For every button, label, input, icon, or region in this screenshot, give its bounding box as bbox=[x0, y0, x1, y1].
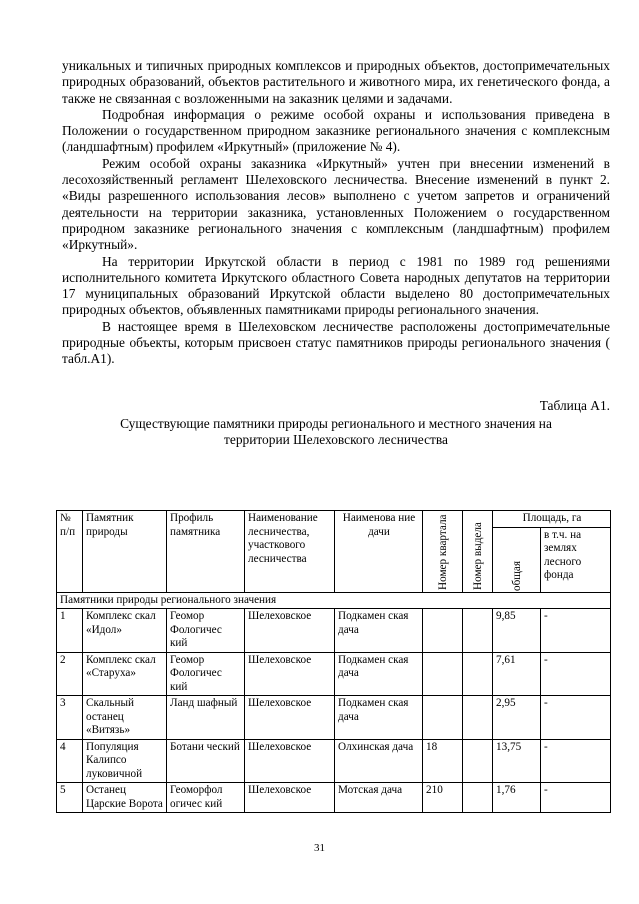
cell-forestry: Шелеховское bbox=[245, 783, 335, 813]
cell-allotment bbox=[463, 739, 493, 783]
cell-num: 3 bbox=[57, 696, 83, 740]
cell-quarter bbox=[423, 609, 463, 653]
cell-num: 1 bbox=[57, 609, 83, 653]
cell-quarter: 210 bbox=[423, 783, 463, 813]
paragraph-1: уникальных и типичных природных комплексов и природных объектов, достопримечательных природных образований, объектов растительного и животного мира, их генетического фонда, а также не связанная с возложенными на заказник целями и задачами. bbox=[62, 58, 610, 106]
cell-profile: Геомор Фологичес кий bbox=[167, 609, 245, 653]
cell-profile: Геоморфол огичес кий bbox=[167, 783, 245, 813]
cell-monument: Популяция Калипсо луковичной bbox=[83, 739, 167, 783]
paragraph-5: В настоящее время в Шелеховском лесничестве расположены достопримечательные природные объекты, которым присвоен статус памятников природы регионального значения ( табл.А1). bbox=[62, 318, 610, 367]
cell-area-total: 7,61 bbox=[493, 652, 541, 696]
table-row bbox=[57, 739, 611, 783]
cell-forestry: Шелеховское bbox=[245, 696, 335, 740]
cell-num: 4 bbox=[57, 739, 83, 783]
table-row bbox=[57, 783, 611, 813]
cell-profile: Ботани ческий bbox=[167, 739, 245, 783]
cell-monument: Останец Царские Ворота bbox=[83, 783, 167, 813]
cell-dacha: Подкамен ская дача bbox=[335, 652, 423, 696]
header-num: № п/п bbox=[57, 511, 83, 593]
cell-forestry: Шелеховское bbox=[245, 609, 335, 653]
cell-profile: Ланд шафный bbox=[167, 696, 245, 740]
cell-area-forest: - bbox=[541, 696, 611, 740]
cell-quarter: 18 bbox=[423, 739, 463, 783]
monuments-table bbox=[56, 510, 611, 813]
cell-area-forest: - bbox=[541, 783, 611, 813]
table-caption: Существующие памятники природы регионального и местного значения на территории Шелеховского лесничества bbox=[120, 415, 552, 447]
cell-profile: Геомор Фологичес кий bbox=[167, 652, 245, 696]
cell-allotment bbox=[463, 783, 493, 813]
cell-area-total: 13,75 bbox=[493, 739, 541, 783]
header-quarter bbox=[423, 511, 463, 593]
header-allotment-text: Номер выдела bbox=[472, 522, 484, 590]
cell-quarter bbox=[423, 696, 463, 740]
header-area: Площадь, га bbox=[493, 511, 611, 528]
table-label: Таблица А1. bbox=[539, 397, 610, 413]
header-area-total bbox=[493, 527, 541, 592]
table-row bbox=[57, 609, 611, 653]
paragraph-3: Режим особой охраны заказника «Иркутный» учтен при внесении изменений в лесохозяйственный регламент Шелеховского лесничества. Внесение изменений в пункт 2. «Виды разрешенного использования лесов» выполнено с учетом запретов и ограничений деятельности на территории заказника, установленных Положением о государственном природном заказнике регионального значения с комплексным (ландшафтным) профилем «Иркутный». bbox=[62, 155, 610, 253]
header-area-total-text: общая bbox=[511, 560, 523, 591]
cell-area-forest: - bbox=[541, 739, 611, 783]
cell-dacha: Мотская дача bbox=[335, 783, 423, 813]
cell-forestry: Шелеховское bbox=[245, 652, 335, 696]
header-monument: Памятник природы bbox=[83, 511, 167, 593]
cell-allotment bbox=[463, 609, 493, 653]
table-row bbox=[57, 652, 611, 696]
cell-monument: Комплекс скал «Старуха» bbox=[83, 652, 167, 696]
cell-area-total: 1,76 bbox=[493, 783, 541, 813]
cell-quarter bbox=[423, 652, 463, 696]
page-number: 31 bbox=[314, 842, 325, 854]
cell-area-total: 9,85 bbox=[493, 609, 541, 653]
header-dacha: Наименова ние дачи bbox=[335, 511, 423, 593]
section-header: Памятники природы регионального значения bbox=[57, 592, 611, 609]
cell-monument: Комплекс скал «Идол» bbox=[83, 609, 167, 653]
cell-monument: Скальный останец «Витязь» bbox=[83, 696, 167, 740]
cell-dacha: Подкамен ская дача bbox=[335, 696, 423, 740]
header-area-forest: в т.ч. на землях лесного фонда bbox=[541, 527, 611, 592]
paragraph-2: Подробная информация о режиме особой охраны и использования приведена в Положении о государственном природном заказнике регионального значения с комплексным (ландшафтным) профилем «Иркутный» (приложение № 4). bbox=[62, 106, 610, 155]
cell-area-forest: - bbox=[541, 609, 611, 653]
header-forestry: Наименование лесничества, участкового лесничества bbox=[245, 511, 335, 593]
cell-num: 2 bbox=[57, 652, 83, 696]
header-profile: Профиль памятника bbox=[167, 511, 245, 593]
table-row bbox=[57, 696, 611, 740]
cell-area-total: 2,95 bbox=[493, 696, 541, 740]
cell-dacha: Олхинская дача bbox=[335, 739, 423, 783]
header-quarter-text: Номер квартала bbox=[437, 514, 449, 590]
cell-allotment bbox=[463, 652, 493, 696]
document-body bbox=[62, 58, 610, 448]
paragraph-4: На территории Иркутской области в период с 1981 по 1989 год решениями исполнительного комитета Иркутского областного Совета народных депутатов на территории 17 муниципальных образований Иркутской области выделено 80 достопримечательных природных объектов, объявленных памятниками природы регионального значения. bbox=[62, 253, 610, 318]
cell-area-forest: - bbox=[541, 652, 611, 696]
header-allotment bbox=[463, 511, 493, 593]
cell-dacha: Подкамен ская дача bbox=[335, 609, 423, 653]
cell-forestry: Шелеховское bbox=[245, 739, 335, 783]
cell-allotment bbox=[463, 696, 493, 740]
cell-num: 5 bbox=[57, 783, 83, 813]
